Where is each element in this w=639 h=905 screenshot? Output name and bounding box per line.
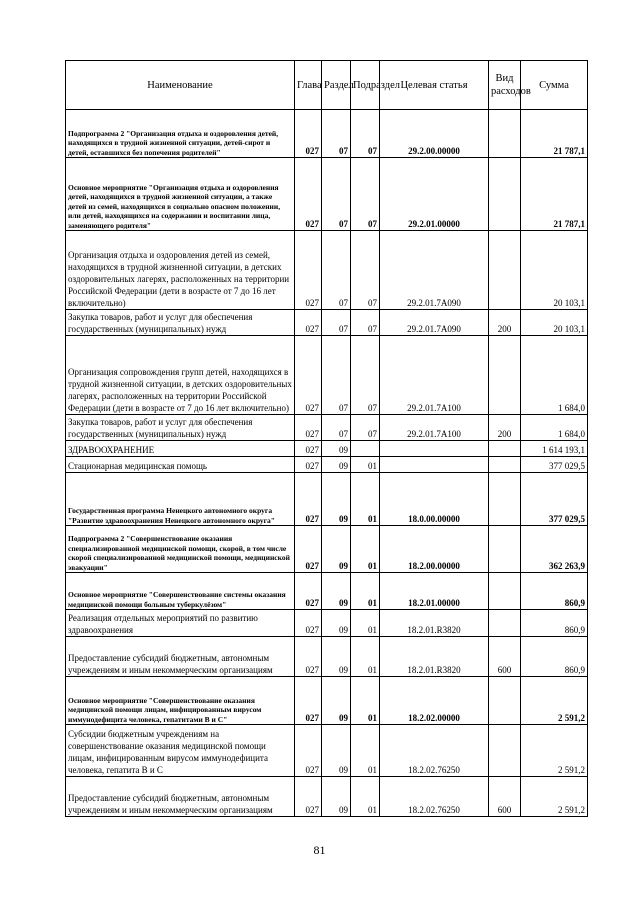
- cell-glava: 027: [295, 110, 322, 158]
- table-row: [66, 415, 588, 441]
- cell-target: 18.2.01.R3820: [380, 637, 489, 677]
- cell-target: 18.0.00.00000: [380, 473, 489, 526]
- cell-razdel: 09: [322, 777, 351, 817]
- table-row: [66, 336, 588, 415]
- cell-target: 29.2.01.7А100: [380, 336, 489, 415]
- cell-target: 29.2.01.7А090: [380, 310, 489, 336]
- cell-target: 18.2.02.00000: [380, 677, 489, 725]
- cell-target: 18.2.02.76250: [380, 777, 489, 817]
- cell-razdel: 09: [322, 573, 351, 610]
- table-row: [66, 231, 588, 310]
- table-row: [66, 610, 588, 637]
- cell-podrazdel: 07: [351, 310, 380, 336]
- cell-razdel: 07: [322, 310, 351, 336]
- cell-name: Основное мероприятие "Организация отдыха и оздоровления детей, находящихся в трудной жизненной ситуации, а также детей из семей, находящихся в социально опасном положении, или детей, находящихся на содержании и воспитании лица, заменяющего родителя": [66, 158, 295, 231]
- cell-vid: [489, 110, 521, 158]
- table-row: [66, 457, 588, 473]
- cell-name: Реализация отдельных мероприятий по развитию здравоохранения: [66, 610, 295, 637]
- cell-podrazdel: 01: [351, 610, 380, 637]
- cell-podrazdel: 01: [351, 457, 380, 473]
- cell-name: Основное мероприятие "Совершенствование оказания медицинской помощи лицам, инфицированным вирусом иммунодефицита человека, гепатитами В и С": [66, 677, 295, 725]
- cell-name: Закупка товаров, работ и услуг для обеспечения государственных (муниципальных) нужд: [66, 415, 295, 441]
- cell-vid: 600: [489, 637, 521, 677]
- header-vid: Вид расходов: [489, 61, 521, 110]
- cell-name: Субсидии бюджетным учреждениям на совершенствование оказания медицинской помощи лицам, инфицированным вирусом иммунодефицита человека, гепатита В и С: [66, 725, 295, 777]
- cell-sum: 1 684,0: [521, 415, 588, 441]
- header-name: Наименование: [66, 61, 295, 110]
- cell-podrazdel: [351, 441, 380, 457]
- cell-vid: [489, 158, 521, 231]
- cell-name: Государственная программа Ненецкого автономного округа "Развитие здравоохранения Ненецкого автономного округа": [66, 473, 295, 526]
- cell-glava: 027: [295, 473, 322, 526]
- cell-sum: 1 614 193,1: [521, 441, 588, 457]
- cell-sum: 377 029,5: [521, 457, 588, 473]
- table-row: [66, 473, 588, 526]
- cell-razdel: 07: [322, 415, 351, 441]
- table-row: [66, 677, 588, 725]
- cell-podrazdel: 07: [351, 110, 380, 158]
- cell-sum: 21 787,1: [521, 110, 588, 158]
- table-row: [66, 725, 588, 777]
- cell-glava: 027: [295, 573, 322, 610]
- cell-target: 18.2.01.R3820: [380, 610, 489, 637]
- cell-podrazdel: 01: [351, 573, 380, 610]
- table-row: [66, 310, 588, 336]
- cell-glava: 027: [295, 158, 322, 231]
- table-row: [66, 110, 588, 158]
- cell-vid: 200: [489, 310, 521, 336]
- cell-razdel: 07: [322, 158, 351, 231]
- header-glava: Глава: [295, 61, 322, 110]
- cell-sum: 860,9: [521, 573, 588, 610]
- table-header-row: [66, 61, 588, 110]
- cell-glava: 027: [295, 526, 322, 573]
- header-podrazdel: Подраздел: [351, 61, 380, 110]
- cell-razdel: 07: [322, 231, 351, 310]
- cell-podrazdel: 07: [351, 158, 380, 231]
- cell-name: Подпрограмма 2 "Организация отдыха и оздоровления детей, находящихся в трудной жизненной ситуации, детей-сирот и детей, оставшихся без попечения родителей": [66, 110, 295, 158]
- cell-vid: [489, 457, 521, 473]
- cell-name: ЗДРАВООХРАНЕНИЕ: [66, 441, 295, 457]
- cell-vid: [489, 573, 521, 610]
- cell-target: [380, 441, 489, 457]
- cell-sum: 2 591,2: [521, 777, 588, 817]
- budget-table: [65, 60, 588, 817]
- cell-razdel: 07: [322, 336, 351, 415]
- cell-vid: 200: [489, 415, 521, 441]
- cell-vid: [489, 441, 521, 457]
- cell-podrazdel: 07: [351, 336, 380, 415]
- cell-name: Закупка товаров, работ и услуг для обеспечения государственных (муниципальных) нужд: [66, 310, 295, 336]
- cell-podrazdel: 01: [351, 637, 380, 677]
- cell-glava: 027: [295, 415, 322, 441]
- cell-podrazdel: 07: [351, 415, 380, 441]
- cell-target: 29.2.00.00000: [380, 110, 489, 158]
- table-body: [66, 110, 588, 817]
- cell-podrazdel: 01: [351, 777, 380, 817]
- cell-razdel: 09: [322, 637, 351, 677]
- cell-vid: [489, 336, 521, 415]
- cell-vid: [489, 725, 521, 777]
- cell-sum: 2 591,2: [521, 725, 588, 777]
- cell-razdel: 09: [322, 441, 351, 457]
- cell-sum: 377 029,5: [521, 473, 588, 526]
- header-sum: Сумма: [521, 61, 588, 110]
- cell-podrazdel: 01: [351, 526, 380, 573]
- cell-podrazdel: 01: [351, 677, 380, 725]
- cell-glava: 027: [295, 441, 322, 457]
- cell-vid: [489, 526, 521, 573]
- cell-glava: 027: [295, 637, 322, 677]
- cell-target: 18.2.02.76250: [380, 725, 489, 777]
- cell-name: Основное мероприятие "Совершенствование системы оказания медицинской помощи больным туберкулёзом": [66, 573, 295, 610]
- cell-vid: [489, 610, 521, 637]
- cell-podrazdel: 07: [351, 231, 380, 310]
- cell-glava: 027: [295, 457, 322, 473]
- cell-target: [380, 457, 489, 473]
- cell-sum: 1 684,0: [521, 336, 588, 415]
- cell-target: 18.2.01.00000: [380, 573, 489, 610]
- table-row: [66, 777, 588, 817]
- cell-glava: 027: [295, 310, 322, 336]
- cell-glava: 027: [295, 336, 322, 415]
- cell-name: Предоставление субсидий бюджетным, автономным учреждениям и иным некоммерческим организациям: [66, 637, 295, 677]
- cell-podrazdel: 01: [351, 473, 380, 526]
- cell-vid: [489, 677, 521, 725]
- table-row: [66, 526, 588, 573]
- cell-glava: 027: [295, 725, 322, 777]
- cell-razdel: 09: [322, 457, 351, 473]
- cell-glava: 027: [295, 231, 322, 310]
- cell-sum: 860,9: [521, 610, 588, 637]
- page-number: 81: [313, 843, 326, 857]
- cell-razdel: 07: [322, 110, 351, 158]
- cell-vid: 600: [489, 777, 521, 817]
- cell-name: Подпрограмма 2 "Совершенствование оказания специализированной медицинской помощи, скорой, в том числе скорой специализированной медицинской помощи, медицинской эвакуации": [66, 526, 295, 573]
- cell-razdel: 09: [322, 610, 351, 637]
- cell-razdel: 09: [322, 677, 351, 725]
- cell-sum: 20 103,1: [521, 310, 588, 336]
- table-row: [66, 573, 588, 610]
- cell-sum: 20 103,1: [521, 231, 588, 310]
- cell-razdel: 09: [322, 473, 351, 526]
- cell-sum: 21 787,1: [521, 158, 588, 231]
- cell-sum: 2 591,2: [521, 677, 588, 725]
- cell-glava: 027: [295, 677, 322, 725]
- table-row: [66, 441, 588, 457]
- cell-vid: [489, 473, 521, 526]
- cell-razdel: 09: [322, 526, 351, 573]
- header-target: Целевая статья: [380, 61, 489, 110]
- header-razdel: Раздел: [322, 61, 351, 110]
- table-row: [66, 158, 588, 231]
- cell-name: Организация отдыха и оздоровления детей из семей, находящихся в трудной жизненной ситуации, в детских оздоровительных лагерях, расположенных на территории Российской Федерации (дети в возрасте от 7 до 16 лет включительно): [66, 231, 295, 310]
- cell-podrazdel: 01: [351, 725, 380, 777]
- cell-name: Стационарная медицинская помощь: [66, 457, 295, 473]
- cell-sum: 860,9: [521, 637, 588, 677]
- cell-sum: 362 263,9: [521, 526, 588, 573]
- cell-name: Предоставление субсидий бюджетным, автономным учреждениям и иным некоммерческим организациям: [66, 777, 295, 817]
- cell-glava: 027: [295, 777, 322, 817]
- cell-name: Организация сопровождения групп детей, находящихся в трудной жизненной ситуации, в детских оздоровительных лагерях, расположенных на территории Российской Федерации (дети в возрасте от 7 до 16 лет включительно): [66, 336, 295, 415]
- table-row: [66, 637, 588, 677]
- cell-vid: [489, 231, 521, 310]
- cell-target: 29.2.01.7А090: [380, 231, 489, 310]
- cell-target: 18.2.00.00000: [380, 526, 489, 573]
- cell-target: 29.2.01.00000: [380, 158, 489, 231]
- cell-glava: 027: [295, 610, 322, 637]
- cell-razdel: 09: [322, 725, 351, 777]
- cell-target: 29.2.01.7А100: [380, 415, 489, 441]
